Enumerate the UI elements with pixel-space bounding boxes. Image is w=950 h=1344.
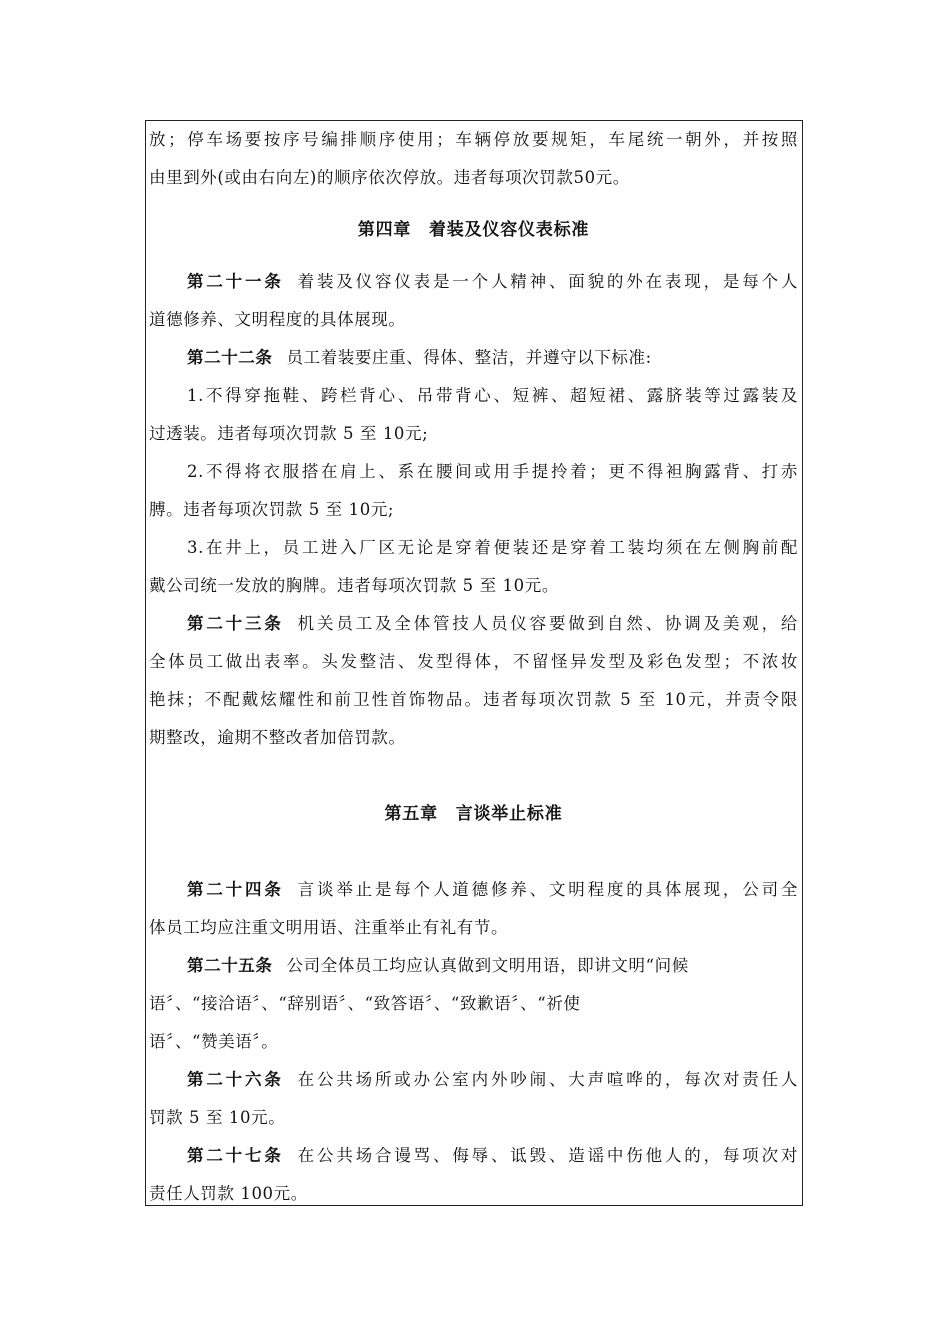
article-25-label: 第二十五条 (187, 956, 273, 975)
continued-text-line-1: 放；停车场要按序号编排顺序使用；车辆停放要规矩，车尾统一朝外，并按照 (149, 130, 798, 149)
article-27-label: 第二十七条 (187, 1146, 284, 1165)
article-26-text: 在公共场所或办公室内外吵闹、大声喧哗的，每次对责任人 (297, 1070, 798, 1089)
article-22-text: 员工着装要庄重、得体、整洁，并遵守以下标准: (286, 348, 652, 367)
article-26-line-2: 罚款 5 至 10元。 (149, 1108, 286, 1127)
article-24-label: 第二十四条 (187, 880, 284, 899)
article-27-text: 在公共场合谩骂、侮辱、诋毁、造谣中伤他人的，每项次对 (297, 1146, 798, 1165)
article-22-item-2-line-2: 膊。违者每项次罚款 5 至 10元; (149, 500, 395, 519)
article-27-line-1 (149, 1137, 798, 1175)
article-21-label: 第二十一条 (187, 272, 284, 291)
article-22-label: 第二十二条 (187, 348, 273, 367)
article-27-line-2: 责任人罚款 100元。 (149, 1184, 308, 1203)
article-21-line-1 (149, 263, 798, 301)
article-25-line-3: 语〞、“赞美语〞。 (149, 1032, 279, 1051)
article-25-text: 公司全体员工均应认真做到文明用语，即讲文明“问候 (286, 956, 689, 975)
article-23-line-3: 艳抹；不配戴炫耀性和前卫性首饰物品。违者每项次罚款 5 至 10元，并责令限 (149, 690, 798, 709)
chapter-4-heading: 第四章 着装及仪容仪表标准 (357, 220, 590, 240)
article-22-item-1-line-1: 1.不得穿拖鞋、跨栏背心、吊带背心、短裤、超短裙、露脐装等过露装及 (187, 386, 798, 405)
chapter-5-heading: 第五章 言谈举止标准 (384, 804, 563, 824)
article-21-text: 着装及仪容仪表是一个人精神、面貌的外在表现，是每个人 (297, 272, 798, 291)
continued-text-line-2: 由里到外(或由右向左)的顺序依次停放。违者每项次罚款50元。 (149, 168, 630, 187)
article-23-text: 机关员工及全体管技人员仪容要做到自然、协调及美观，给 (297, 614, 798, 633)
article-25-line-2: 语〞、“接洽语〞、“辞别语〞、“致答语〞、“致歉语〞、“祈使 (149, 994, 581, 1013)
article-23-line-4: 期整改，逾期不整改者加倍罚款。 (149, 728, 406, 747)
article-23-label: 第二十三条 (187, 614, 284, 633)
article-23-line-2: 全体员工做出表率。头发整洁、发型得体，不留怪异发型及彩色发型；不浓妆 (149, 652, 798, 671)
article-26-line-1 (149, 1061, 798, 1099)
article-24-line-2: 体员工均应注重文明用语、注重举止有礼有节。 (149, 918, 509, 937)
article-24-line-1 (149, 871, 798, 909)
article-21-line-2: 道德修养、文明程度的具体展现。 (149, 310, 406, 329)
article-22-item-3-line-2: 戴公司统一发放的胸牌。违者每项次罚款 5 至 10元。 (149, 576, 559, 595)
article-22-item-2-line-1: 2.不得将衣服搭在肩上、系在腰间或用手提拎着；更不得袒胸露背、打赤 (187, 462, 798, 481)
article-23-line-1 (149, 605, 798, 643)
article-22-item-1-line-2: 过透装。违者每项次罚款 5 至 10元; (149, 424, 429, 443)
article-22-item-3-line-1: 3.在井上，员工进入厂区无论是穿着便装还是穿着工装均须在左侧胸前配 (187, 538, 798, 557)
document-frame (145, 120, 803, 1206)
article-26-label: 第二十六条 (187, 1070, 284, 1089)
article-22-line-1 (149, 339, 798, 377)
article-25-line-1 (149, 947, 798, 985)
article-24-text: 言谈举止是每个人道德修养、文明程度的具体展现，公司全 (297, 880, 798, 899)
